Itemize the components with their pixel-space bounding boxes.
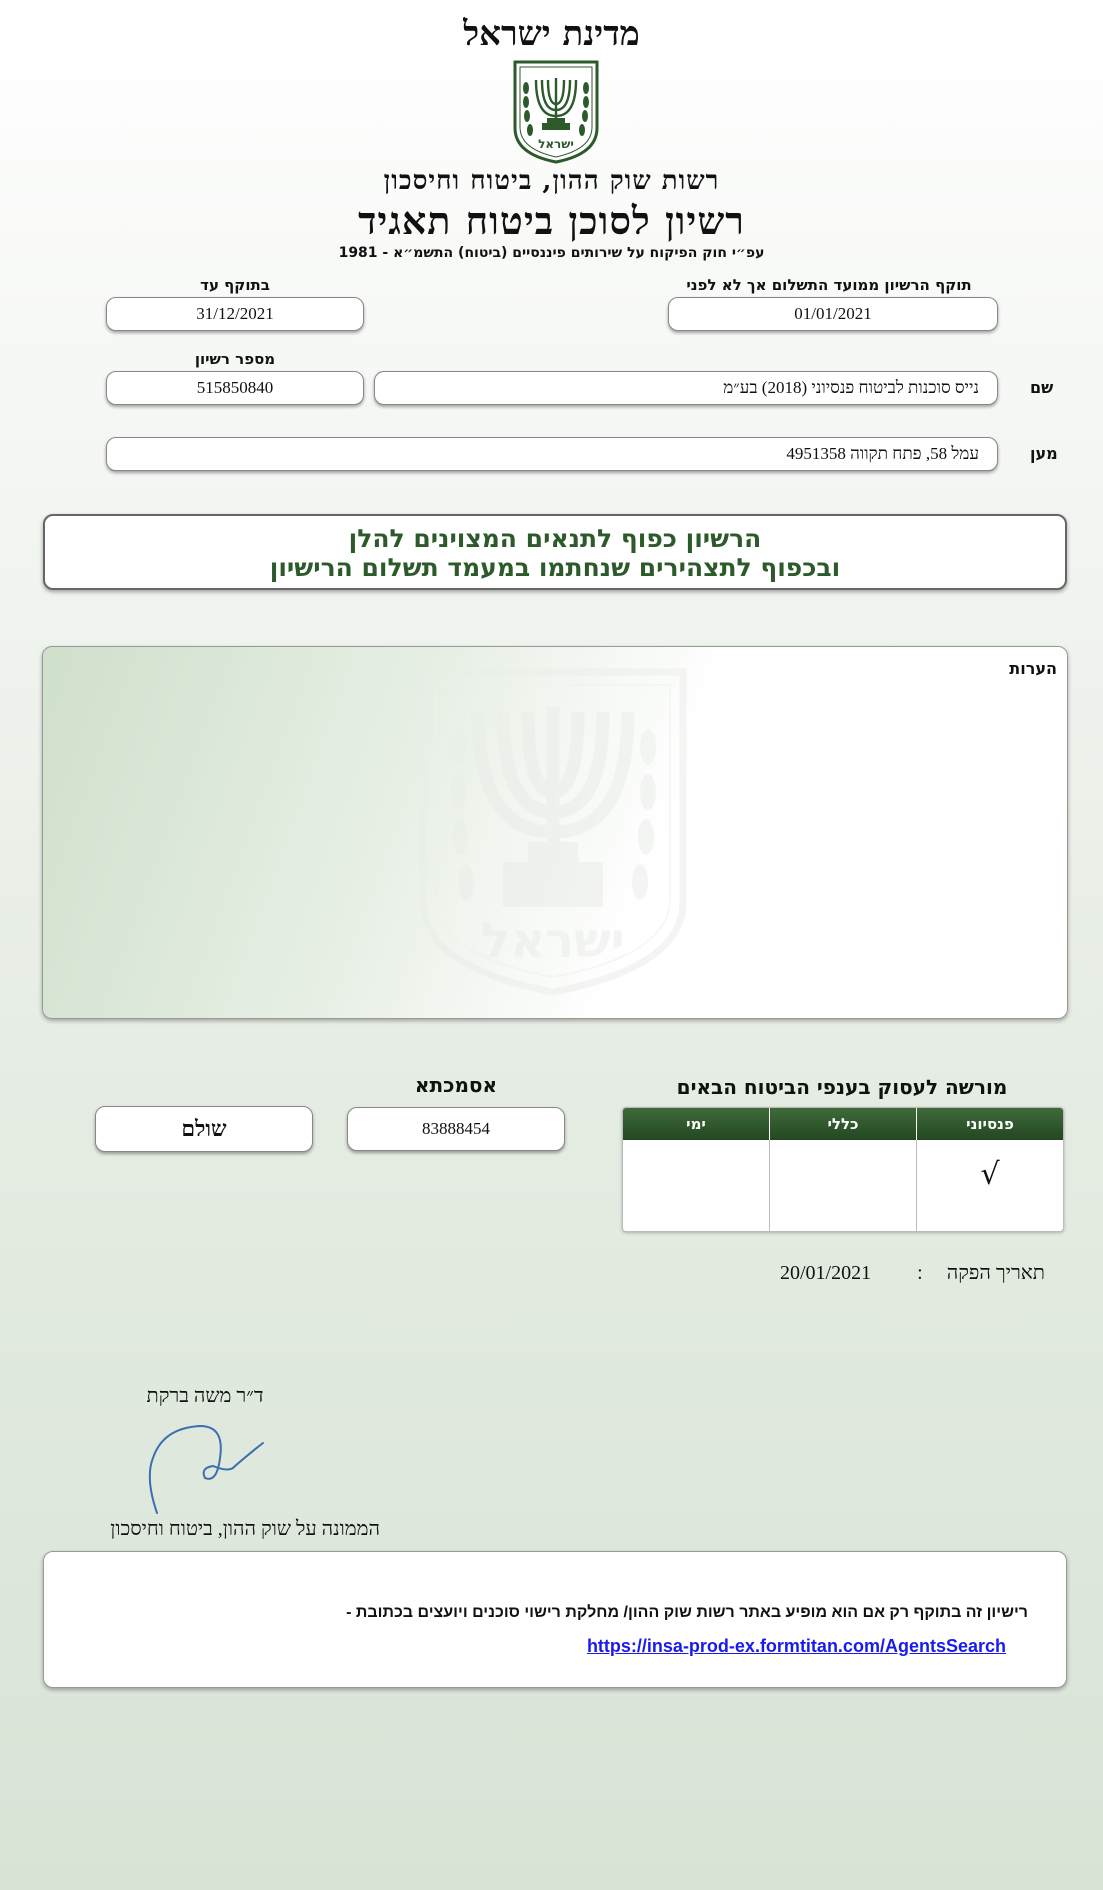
branch-header-pension: פנסיוני	[916, 1108, 1063, 1140]
signer-title: הממונה על שוק ההון, ביטוח וחיסכון	[110, 1518, 380, 1540]
license-number-label: מספר רשיון	[194, 350, 276, 368]
footer-box	[43, 1551, 1067, 1688]
address-label: מען	[1030, 444, 1058, 463]
conditions-line-2: ובכפוף לתצהירים שנחתמו במעמד תשלום הרישיון	[269, 553, 841, 582]
branches-header-row	[623, 1108, 1063, 1140]
branches-title: מורשה לעסוק בענפי הביטוח הבאים	[676, 1075, 1008, 1099]
conditions-line-1: הרשיון כפוף לתנאים המצוינים להלן	[348, 524, 762, 553]
footer-notice: רישיון זה בתוקף רק אם הוא מופיע באתר רשות שוק ההון/ מחלקת רישוי סוכנים ויועצים בכתובת -	[346, 1604, 1028, 1621]
branches-values-row	[623, 1140, 1063, 1232]
address-field: עמל 58, פתח תקווה 4951358	[106, 437, 998, 471]
conditions-box	[43, 514, 1067, 590]
agent-name-label: שם	[1030, 378, 1054, 397]
notes-label: הערות	[1009, 659, 1057, 678]
law-reference: עפ״י חוק הפיקוח על שירותים פיננסיים (ביטוח) התשמ״א - 1981	[338, 245, 765, 261]
signer-name: ד״ר משה ברקת	[146, 1385, 264, 1407]
emblem-watermark-icon	[418, 667, 688, 997]
reference-field: 83888454	[347, 1107, 565, 1151]
payment-status-badge: שולם	[95, 1106, 313, 1152]
license-number-field: 515850840	[106, 371, 364, 405]
branch-value-marine	[623, 1140, 769, 1232]
svg-text:ישראל: ישראל	[538, 137, 574, 151]
branch-header-general: כללי	[769, 1108, 916, 1140]
validity-from-field: 01/01/2021	[668, 297, 998, 331]
branch-value-general	[769, 1140, 916, 1232]
validity-until-label: בתוקף עד	[200, 276, 270, 294]
agents-search-link[interactable]: https://insa-prod-ex.formtitan.com/AgentsSearch	[586, 1636, 1006, 1656]
branch-header-marine: ימי	[686, 1115, 706, 1133]
license-title: רשיון לסוכן ביטוח תאגיד	[358, 198, 745, 243]
validity-from-label: תוקף הרשיון ממועד התשלום אך לא לפני	[686, 276, 972, 294]
authority-name: רשות שוק ההון, ביטוח וחיסכון	[383, 166, 720, 196]
reference-label: אסמכתא	[414, 1073, 498, 1097]
handwritten-signature	[145, 1418, 270, 1518]
notes-box	[42, 646, 1068, 1019]
issue-date-value: 20/01/2021	[780, 1262, 872, 1284]
state-name: מדינת ישראל	[463, 14, 640, 54]
validity-until-field: 31/12/2021	[106, 297, 364, 331]
issue-date-separator: :	[917, 1262, 923, 1284]
branches-table	[622, 1107, 1064, 1232]
branch-value-pension: √	[916, 1140, 1063, 1232]
agent-name-field: נייס סוכנות לביטוח פנסיוני (2018) בע״מ	[374, 371, 998, 405]
state-emblem-icon	[511, 58, 601, 164]
issue-date-label: תאריך הפקה	[946, 1262, 1045, 1284]
svg-text:ישראל: ישראל	[481, 913, 625, 969]
